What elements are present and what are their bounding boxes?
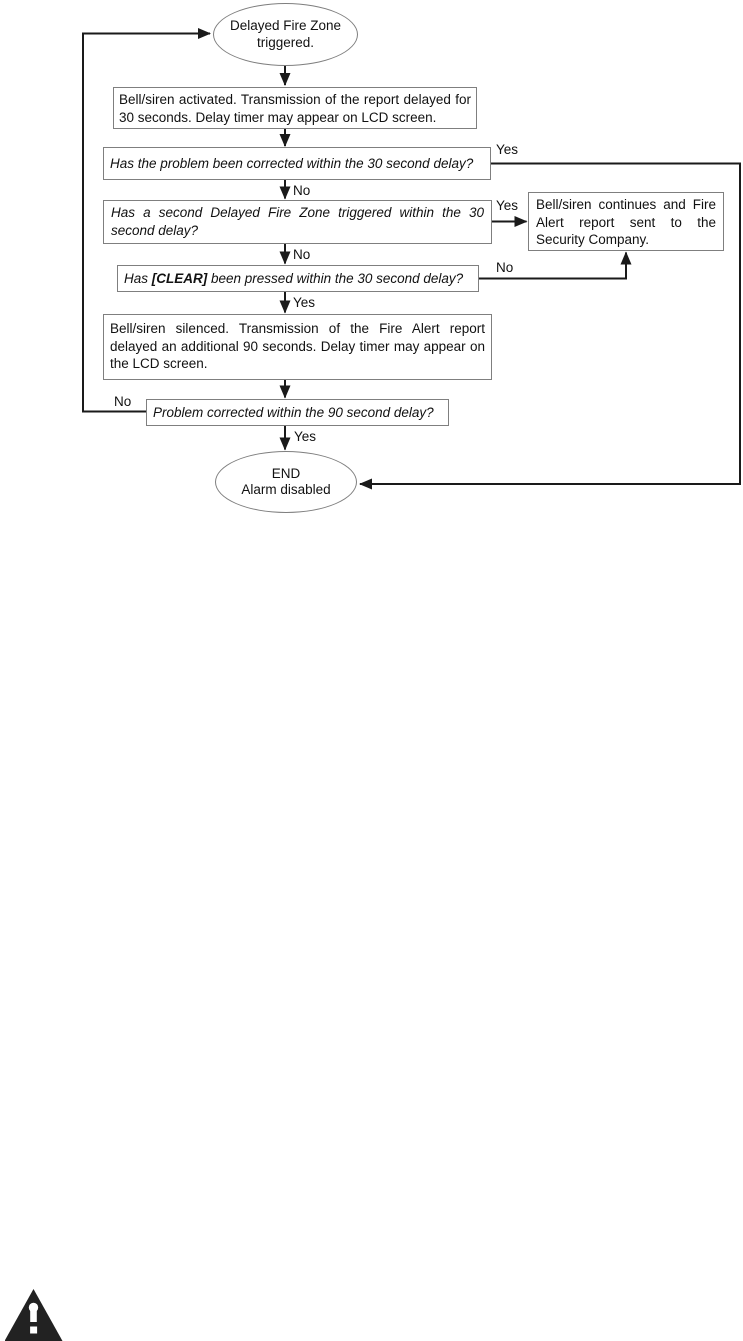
clear-key-label: [CLEAR]	[151, 270, 208, 286]
label-no-problem-30: No	[293, 183, 311, 198]
process-bell-silenced: Bell/siren silenced. Transmission of the Fire Alert report delayed an additional 90 seconds. Delay timer may appear on the LCD screen.	[103, 314, 492, 380]
end-terminator-line1: END	[271, 465, 301, 481]
start-terminator	[213, 3, 358, 66]
warning-triangle-icon	[5, 1288, 63, 1341]
start-terminator-line1: Delayed Fire Zone	[229, 18, 342, 33]
process-bell-continues: Bell/siren continues and Fire Alert report sent to the Security Company.	[528, 192, 724, 251]
decision-clear-prefix: Has	[124, 270, 152, 286]
decision-second-zone-triggered: Has a second Delayed Fire Zone triggered within the 30 second delay?	[103, 200, 492, 244]
end-terminator-line2: Alarm disabled	[241, 482, 331, 497]
end-terminator	[215, 451, 357, 513]
decision-clear-pressed-text	[124, 270, 463, 288]
label-yes-clear: Yes	[293, 295, 316, 310]
label-yes-second-zone: Yes	[496, 198, 519, 213]
decision-clear-suffix: been pressed within the 30 second delay?	[207, 270, 464, 286]
label-yes-problem-30: Yes	[496, 142, 519, 157]
decision-problem-corrected-90: Problem corrected within the 90 second delay?	[146, 399, 449, 426]
label-yes-problem-90: Yes	[294, 429, 317, 444]
decision-problem-corrected-30: Has the problem been corrected within the 30 second delay?	[103, 147, 491, 180]
start-terminator-line2: triggered.	[256, 34, 315, 50]
label-no-problem-90: No	[114, 394, 132, 409]
label-no-second-zone: No	[293, 247, 311, 262]
decision-clear-pressed	[117, 265, 479, 292]
label-no-clear: No	[496, 260, 514, 275]
process-bell-activated: Bell/siren activated. Transmission of the report delayed for 30 seconds. Delay timer may appear on LCD screen.	[113, 87, 477, 129]
